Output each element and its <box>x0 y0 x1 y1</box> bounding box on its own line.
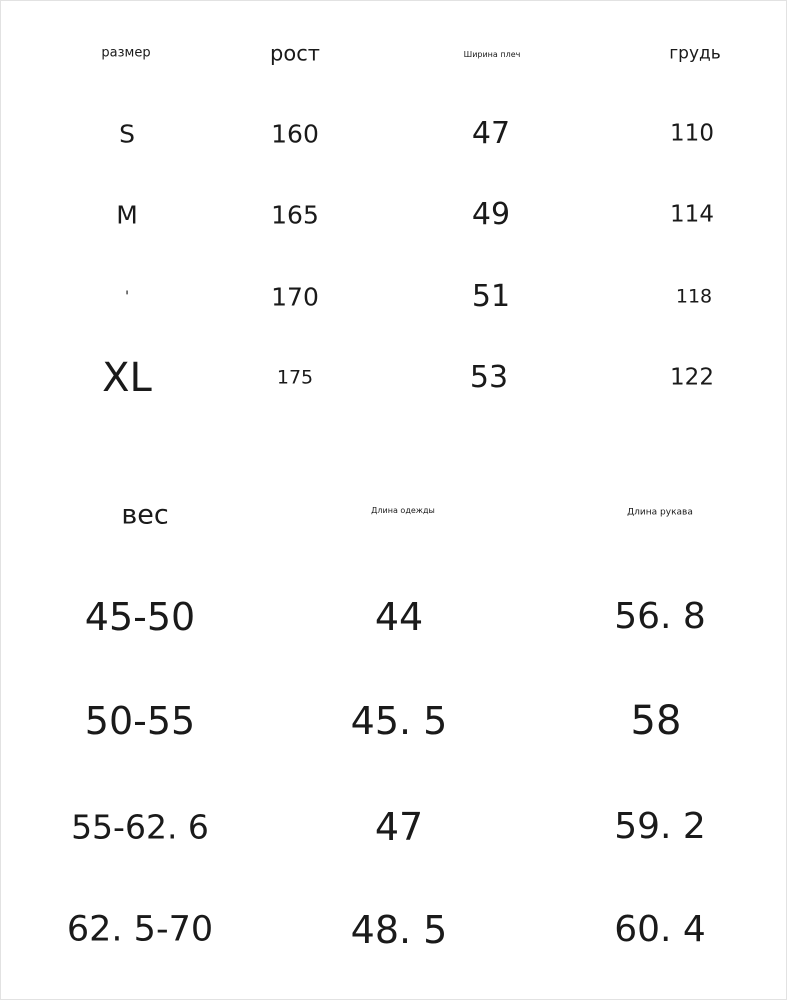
header-sleeve-length: Длина рукава <box>627 507 693 518</box>
size-cell: XL <box>102 355 152 401</box>
garment-length-cell: 44 <box>374 595 424 639</box>
chest-cell: 122 <box>670 364 714 391</box>
garment-length-cell: 47 <box>374 805 424 849</box>
garment-length-cell: 45. 5 <box>350 699 448 743</box>
header-size: размер <box>101 45 151 61</box>
weight-cell: 55-62. 6 <box>71 807 209 847</box>
weight-cell: 45-50 <box>84 595 196 639</box>
sleeve-length-cell: 56. 8 <box>614 596 706 637</box>
header-weight: вес <box>121 499 169 531</box>
height-cell: 165 <box>271 200 319 230</box>
header-garment-length: Длина одежды <box>371 506 435 515</box>
height-cell: 170 <box>271 282 319 312</box>
size-cell: ' <box>125 289 129 305</box>
size-cell: M <box>116 200 138 230</box>
garment-length-cell: 48. 5 <box>350 908 448 952</box>
chest-cell: 114 <box>670 201 714 228</box>
size-cell: S <box>119 119 135 149</box>
chest-cell: 118 <box>675 285 713 308</box>
header-height: рост <box>270 41 320 66</box>
weight-cell: 50-55 <box>84 699 196 743</box>
sleeve-length-cell: 58 <box>630 698 682 744</box>
weight-cell: 62. 5-70 <box>66 909 214 950</box>
sleeve-length-cell: 59. 2 <box>614 806 706 847</box>
chest-cell: 110 <box>670 120 714 147</box>
shoulder-cell: 53 <box>469 360 509 395</box>
header-shoulder-width: Ширина плеч <box>463 50 521 59</box>
shoulder-cell: 49 <box>471 197 511 232</box>
header-chest: грудь <box>669 43 721 64</box>
height-cell: 160 <box>271 119 319 149</box>
shoulder-cell: 47 <box>471 116 511 151</box>
sleeve-length-cell: 60. 4 <box>614 909 706 950</box>
shoulder-cell: 51 <box>471 279 511 314</box>
height-cell: 175 <box>276 366 314 389</box>
